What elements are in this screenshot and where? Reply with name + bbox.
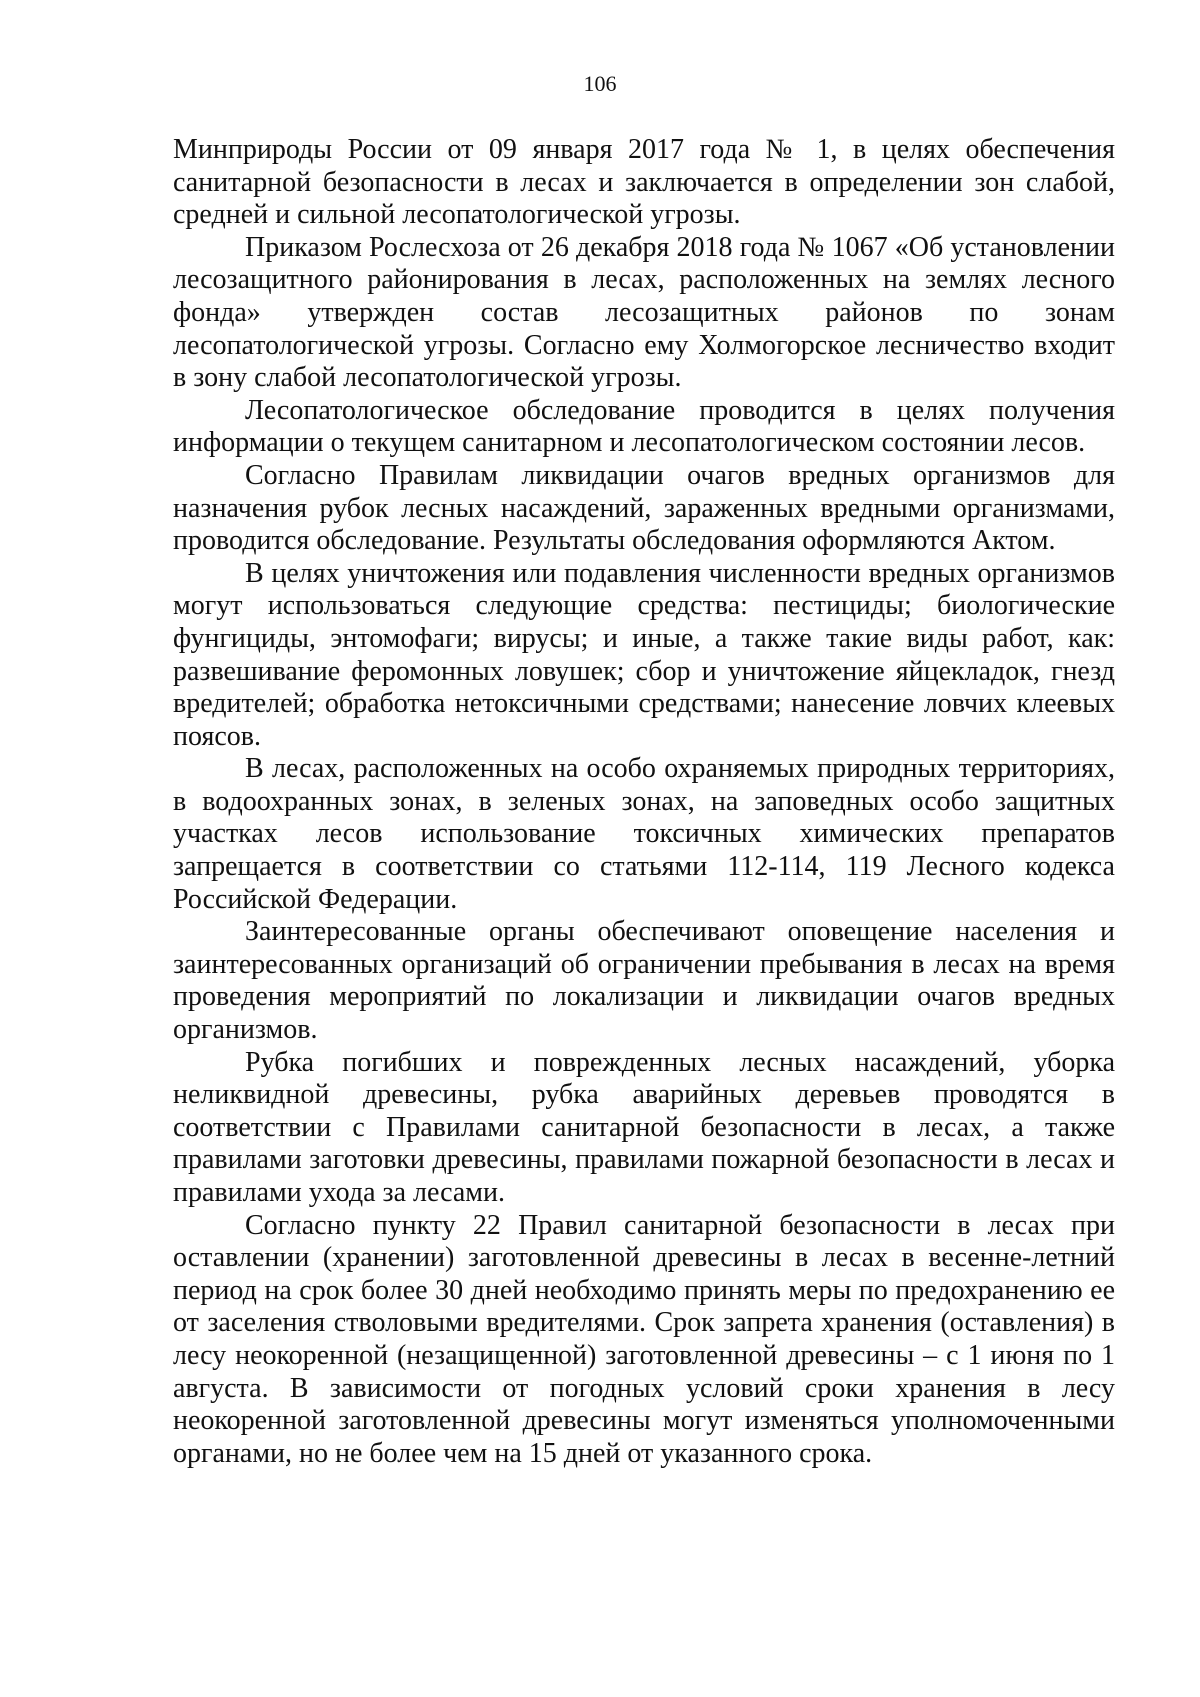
document-body bbox=[173, 134, 1115, 1470]
paragraph-2: Приказом Рослесхоза от 26 декабря 2018 года № 1067 «Об установлении лесозащитного районирования в лесах, расположенных на землях лесного фонда» утвержден состав лесозащитных районов по зонам лесопатологической угрозы. Согласно ему Холмогорское лесничество входит в зону слабой лесопатологической угрозы. bbox=[173, 231, 1115, 394]
paragraph-7: Заинтересованные органы обеспечивают оповещение населения и заинтересованных организаций об ограничении пребывания в лесах на время проведения мероприятий по локализации и ликвидации очагов вредных организмов. bbox=[173, 916, 1115, 1046]
paragraph-5: В целях уничтожения или подавления численности вредных организмов могут использоваться следующие средства: пестициды; биологические фунгициды, энтомофаги; вирусы; и иные, а также такие виды работ, как: развешивание феромонных ловушек; сбор и уничтожение яйцекладок, гнезд вредителей; обработка нетоксичными средствами; нанесение ловчих клеевых поясов. bbox=[173, 557, 1115, 752]
paragraph-4: Согласно Правилам ликвидации очагов вредных организмов для назначения рубок лесных насаждений, зараженных вредными организмами, проводится обследование. Результаты обследования оформляются Актом. bbox=[173, 459, 1115, 557]
page-number: 106 bbox=[583, 71, 617, 96]
paragraph-9: Согласно пункту 22 Правил санитарной безопасности в лесах при оставлении (хранении) заготовленной древесины в лесах в весенне-летний период на срок более 30 дней необходимо принять меры по предохранению ее от заселения стволовыми вредителями. Срок запрета хранения (оставления) в лесу неокоренной (незащищенной) заготовленной древесины – с 1 июня по 1 августа. В зависимости от погодных условий сроки хранения в лесу неокоренной заготовленной древесины могут изменяться уполномоченными органами, но не более чем на 15 дней от указанного срока. bbox=[173, 1209, 1115, 1469]
paragraph-8: Рубка погибших и поврежденных лесных насаждений, уборка неликвидной древесины, рубка аварийных деревьев проводятся в соответствии с Правилами санитарной безопасности в лесах, а также правилами заготовки древесины, правилами пожарной безопасности в лесах и правилами ухода за лесами. bbox=[173, 1046, 1115, 1208]
paragraph-1: Минприроды России от 09 января 2017 года № 1, в целях обеспечения санитарной безопасности в лесах и заключается в определении зон слабой, средней и сильной лесопатологической угрозы. bbox=[173, 134, 1115, 231]
paragraph-3: Лесопатологическое обследование проводится в целях получения информации о текущем санитарном и лесопатологическом состоянии лесов. bbox=[173, 394, 1115, 459]
paragraph-6: В лесах, расположенных на особо охраняемых природных территориях, в водоохранных зонах, в зеленых зонах, на заповедных особо защитных участках лесов использование токсичных химических препаратов запрещается в соответствии со статьями 112-114, 119 Лесного кодекса Российской Федерации. bbox=[173, 753, 1115, 915]
